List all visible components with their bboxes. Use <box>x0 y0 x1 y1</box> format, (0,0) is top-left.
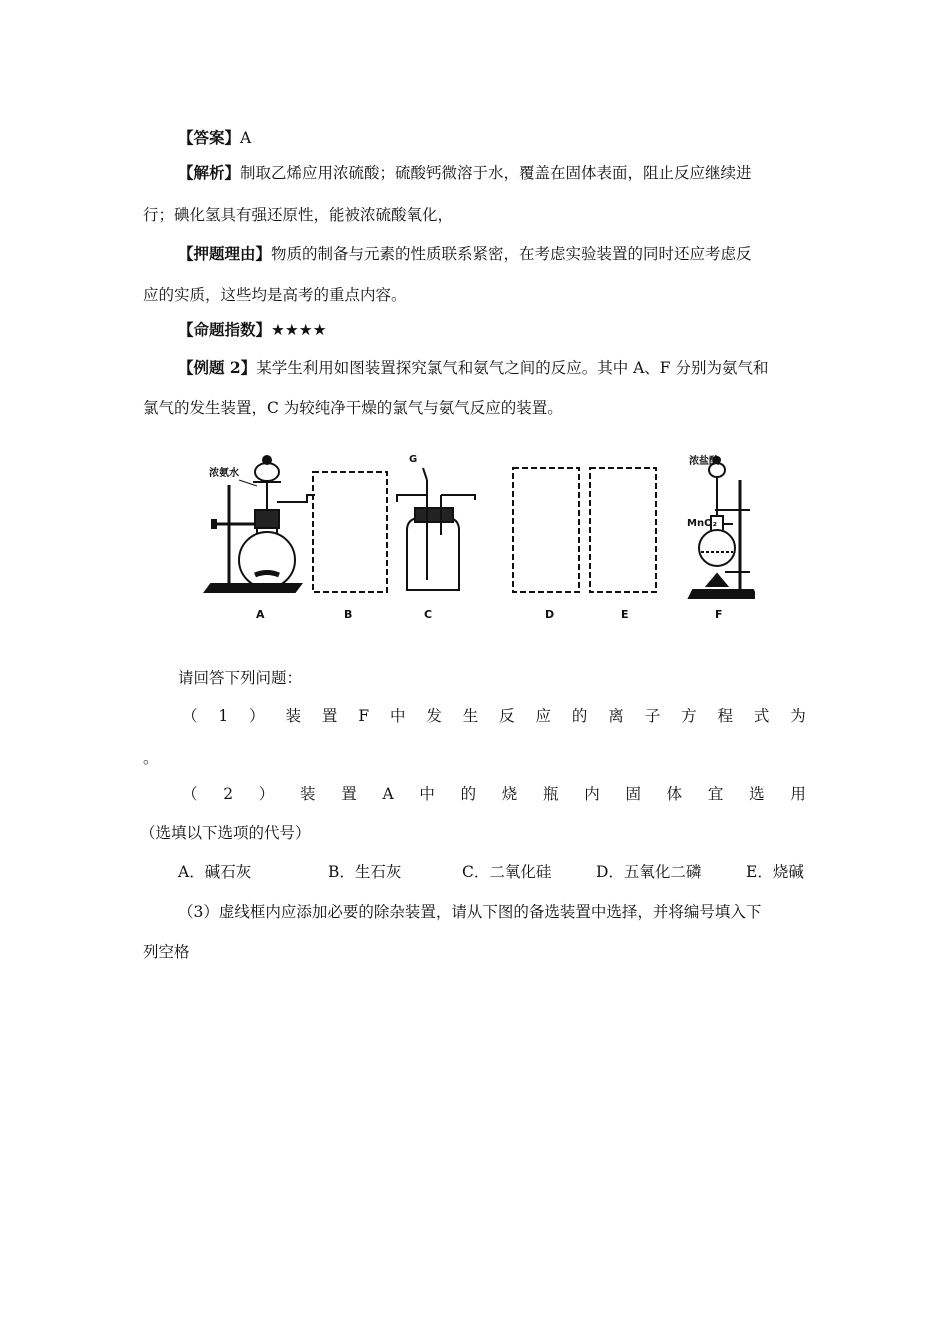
q2-char: （ <box>182 785 198 803</box>
q1-char: 生 <box>462 707 479 725</box>
q2-char: 烧 <box>501 785 518 803</box>
q2-char: 宜 <box>707 785 724 803</box>
example-text-1: 某学生利用如图装置探究氯气和氨气之间的反应。其中 A、F 分别为氨气和 <box>256 359 769 377</box>
q1-char: 方 <box>681 707 697 725</box>
q1-char: F <box>358 707 370 725</box>
mno2-label: MnO₂ <box>687 518 717 529</box>
option-c: C．二氧化硅 <box>462 863 552 881</box>
option-b: B．生石灰 <box>328 863 402 881</box>
q1-char: 置 <box>321 707 338 725</box>
reason-tag: 【押题理由】 <box>178 244 272 263</box>
q1-char: ） <box>249 707 265 725</box>
ammonia-water-label: 浓氨水 <box>209 468 239 479</box>
q1-char: 中 <box>389 707 406 725</box>
q2-char: 置 <box>341 785 357 803</box>
figure-label-b: B <box>344 608 353 621</box>
placeholder-box-d <box>513 468 579 592</box>
q2-char: A <box>382 785 394 803</box>
q2-char: 2 <box>223 785 234 803</box>
reason-line-1 <box>178 244 752 264</box>
q2-char: ） <box>258 785 275 803</box>
figure-label-a: A <box>256 608 265 621</box>
q2-char: 装 <box>300 785 316 803</box>
q2-char: 中 <box>419 785 435 803</box>
q1-char: （ <box>182 707 198 725</box>
index-tag: 【命题指数】 <box>178 320 272 339</box>
analysis-text-1: 制取乙烯应用浓硫酸；硫酸钙微溶于水，覆盖在固体表面，阻止反应继续进 <box>240 164 752 182</box>
q2-char: 瓶 <box>543 785 559 803</box>
q1-char: 发 <box>426 707 442 725</box>
analysis-tag: 【解析】 <box>178 163 241 182</box>
q1-char: 子 <box>644 707 661 725</box>
q3-line-1: （3）虚线框内应添加必要的除杂装置，请从下图的备选装置中选择，并将编号填入下 <box>178 903 762 921</box>
q2-char: 体 <box>666 785 683 803</box>
q3-line-2: 列空格 <box>143 943 190 961</box>
q2-end: （选填以下选项的代号） <box>140 824 311 842</box>
q1-char: 的 <box>571 707 588 725</box>
q1-char: 1 <box>218 707 229 725</box>
analysis-line-1 <box>178 163 752 183</box>
example-line-1 <box>178 358 769 378</box>
option-a: A．碱石灰 <box>178 863 252 881</box>
q2-char: 用 <box>790 785 806 803</box>
option-e: E．烧碱 <box>746 863 804 881</box>
prompt-line: 请回答下列问题： <box>178 669 303 687</box>
q1-char: 为 <box>790 707 806 725</box>
q1-char: 应 <box>535 707 552 725</box>
reason-line-2: 应的实质，这些均是高考的重点内容。 <box>143 286 407 304</box>
q2-char: 内 <box>584 785 600 803</box>
figure-label-d: D <box>545 608 555 621</box>
figure-label-c: C <box>424 608 433 621</box>
q1-char: 程 <box>717 707 733 725</box>
q1-char: 反 <box>499 707 515 725</box>
q2-char: 的 <box>460 785 477 803</box>
answer-tag: 【答案】 <box>178 128 241 147</box>
q1-char: 装 <box>285 707 302 725</box>
q1-line <box>182 706 806 726</box>
q2-char: 选 <box>749 785 765 803</box>
example-line-2: 氯气的发生装置，C 为较纯净干燥的氯气与氨气反应的装置。 <box>143 399 563 417</box>
g-label: G <box>409 454 418 465</box>
q2-line <box>182 784 806 804</box>
q1-char: 离 <box>608 707 624 725</box>
apparatus-figure <box>195 440 755 625</box>
figure-label-e: E <box>621 608 629 621</box>
option-d: D．五氧化二磷 <box>596 863 702 881</box>
example-tag: 【例题 2】 <box>178 358 257 377</box>
q1-end: 。 <box>143 749 159 767</box>
conc-hcl-label: 浓盐酸 <box>689 456 719 467</box>
analysis-line-2: 行；碘化氢具有强还原性，能被浓硫酸氧化， <box>143 206 454 224</box>
placeholder-box-b <box>313 472 387 592</box>
answer-line <box>178 128 251 148</box>
figure-label-f: F <box>715 608 723 621</box>
placeholder-box-e <box>590 468 656 592</box>
reason-text-1: 物质的制备与元素的性质联系紧密，在考虑实验装置的同时还应考虑反 <box>271 245 752 263</box>
answer-value: A <box>240 129 252 147</box>
index-line <box>178 320 327 340</box>
q2-char: 固 <box>625 785 641 803</box>
apparatus-c <box>397 468 475 590</box>
q1-char: 式 <box>753 707 770 725</box>
index-stars: ★★★★ <box>271 321 327 339</box>
